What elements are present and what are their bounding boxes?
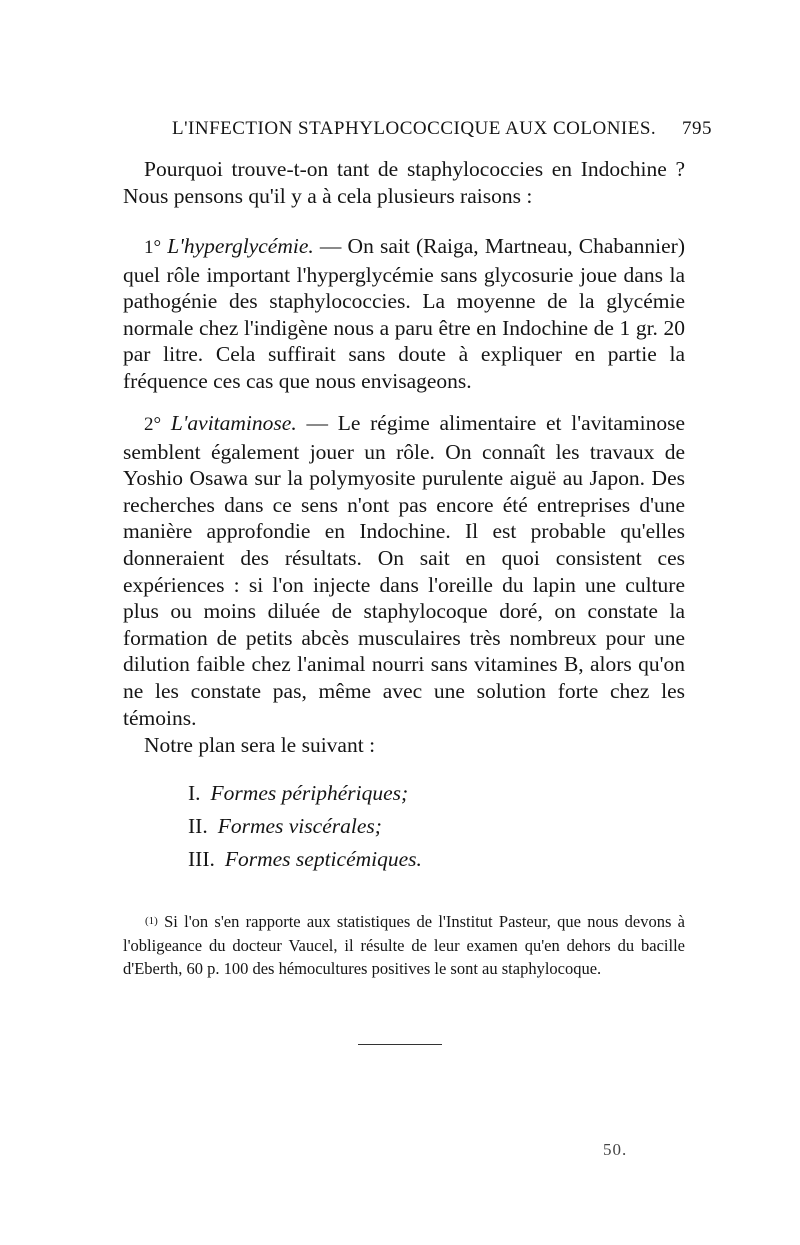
- page-number: 795: [682, 118, 712, 139]
- list-numeral: III.: [188, 847, 215, 871]
- paragraph-text: — On sait (Raiga, Martneau, Chabannier) quel rôle important l'hyperglycémie sans glycosurie joue dans la pathogénie des staphylococcies. La moyenne de la glycémie normale chez l'indigène nous a paru être en Indochine de 1 gr. 20 par litre. Cela suffirait sans doute à expliquer en partie la fréquence ces cas que nous envisageons.: [123, 234, 685, 393]
- plan-list: [188, 777, 422, 876]
- list-item: [188, 777, 422, 810]
- divider: [358, 1044, 442, 1045]
- running-title: L'INFECTION STAPHYLOCOCCIQUE AUX COLONIES.: [172, 118, 657, 139]
- list-item: [188, 843, 422, 876]
- section-number: 1°: [144, 237, 162, 258]
- paragraph-text: — Le régime alimentaire et l'avitaminose semblent également jouer un rôle. On connaît les travaux de Yoshio Osawa sur la polymyosite purulente aiguë au Japon. Des recherches dans ce sens n'ont pas encore été entreprises d'une manière approfondie en Indochine. Il est probable qu'elles donneraient des résultats. On sait en quoi consistent ces expériences : si l'on injecte dans l'oreille du lapin une culture plus ou moins diluée de staphylocoque doré, on constate la formation de petits abcès musculaires très nombreux pour une dilution faible chez l'animal nourri sans vitamines B, alors qu'on ne les constate pas, même avec une solution forte chez les témoins.: [123, 411, 685, 730]
- list-label: Formes périphériques;: [210, 781, 409, 805]
- list-numeral: II.: [188, 814, 208, 838]
- paragraph-hyperglycemia: [123, 233, 685, 395]
- list-label: Formes septicémiques.: [224, 847, 422, 871]
- section-heading: L'avitaminose.: [170, 411, 297, 435]
- paragraph-plan-intro: [123, 732, 685, 759]
- section-heading: L'hyperglycémie.: [167, 234, 314, 258]
- section-number: 2°: [144, 414, 162, 435]
- list-numeral: I.: [188, 781, 201, 805]
- footnote-marker: (1): [145, 915, 158, 927]
- paragraph-avitaminosis: [123, 410, 685, 731]
- list-label: Formes viscérales;: [217, 814, 382, 838]
- footnote-text: Si l'on s'en rapporte aux statistiques de l'Institut Pasteur, que nous devons à l'obligeance du docteur Vaucel, il résulte de leur examen qu'en dehors du bacille d'Eberth, 60 p. 100 des hémocultures positives le sont au staphylocoque.: [123, 912, 686, 979]
- signature-mark: 50.: [603, 1140, 628, 1159]
- footnote: [123, 910, 685, 981]
- list-item: [188, 810, 422, 843]
- paragraph-intro-text: Pourquoi trouve-t-on tant de staphylococcies en Indochine ? Nous pensons qu'il y a à cela plusieurs raisons :: [123, 157, 685, 208]
- plan-intro-text: Notre plan sera le suivant :: [144, 733, 376, 757]
- paragraph-intro: [123, 156, 685, 209]
